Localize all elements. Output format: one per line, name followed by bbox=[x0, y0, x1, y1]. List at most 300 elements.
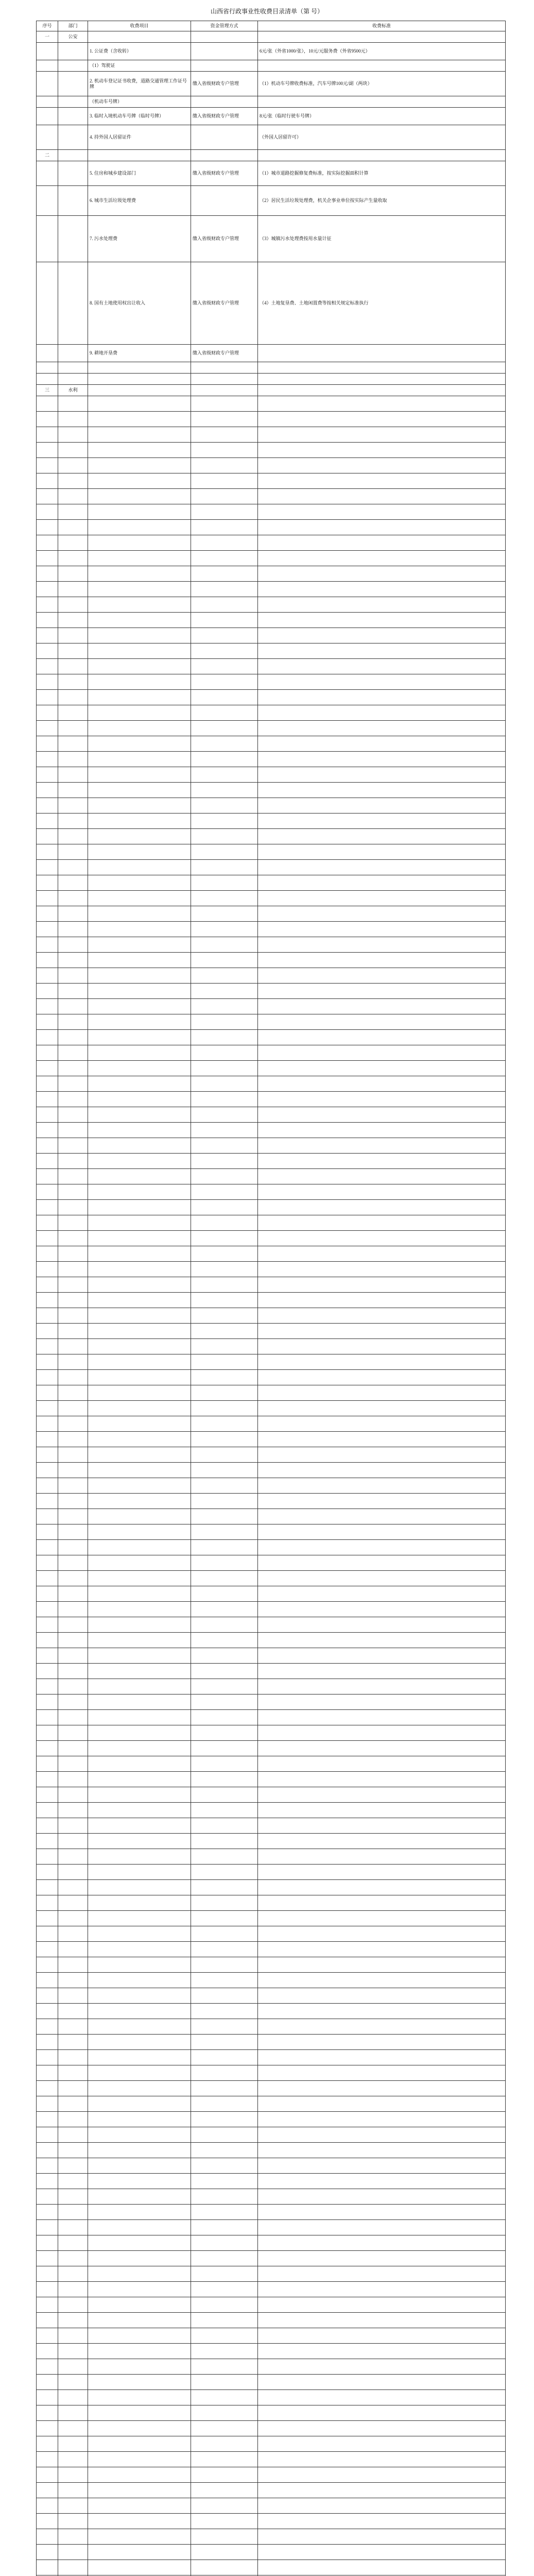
table-cell bbox=[58, 2035, 88, 2050]
table-cell bbox=[191, 721, 258, 736]
table-cell bbox=[258, 2560, 506, 2575]
table-cell bbox=[58, 628, 88, 643]
table-cell bbox=[37, 2560, 58, 2575]
table-cell bbox=[258, 643, 506, 659]
table-row bbox=[37, 2390, 506, 2405]
table-cell bbox=[58, 1710, 88, 1725]
table-cell bbox=[37, 1092, 58, 1107]
table-cell bbox=[37, 125, 58, 150]
table-cell bbox=[191, 2112, 258, 2127]
table-cell bbox=[88, 1045, 191, 1061]
table-cell bbox=[88, 2405, 191, 2421]
table-cell bbox=[88, 1988, 191, 2004]
table-cell bbox=[37, 937, 58, 953]
table-cell bbox=[258, 1076, 506, 1092]
table-cell: 一 bbox=[37, 31, 58, 43]
table-cell bbox=[258, 1911, 506, 1926]
table-cell bbox=[58, 891, 88, 906]
table-cell bbox=[258, 345, 506, 362]
table-cell bbox=[88, 783, 191, 798]
table-cell bbox=[88, 1571, 191, 1586]
table-cell bbox=[191, 2205, 258, 2220]
table-cell bbox=[191, 2251, 258, 2266]
table-cell bbox=[88, 1926, 191, 1942]
table-cell bbox=[58, 150, 88, 161]
table-cell bbox=[58, 736, 88, 752]
table-cell bbox=[191, 1849, 258, 1865]
table-row bbox=[37, 43, 506, 60]
table-cell bbox=[37, 1865, 58, 1880]
table-cell bbox=[258, 736, 506, 752]
table-cell bbox=[191, 752, 258, 767]
table-cell bbox=[88, 1602, 191, 1617]
table-cell bbox=[37, 984, 58, 999]
table-cell bbox=[37, 1942, 58, 1957]
table-cell bbox=[191, 643, 258, 659]
table-row bbox=[37, 2174, 506, 2189]
table-cell bbox=[88, 1710, 191, 1725]
table-cell bbox=[37, 1617, 58, 1633]
table-cell bbox=[88, 1401, 191, 1416]
table-cell bbox=[191, 2359, 258, 2375]
table-cell bbox=[88, 844, 191, 860]
table-cell bbox=[88, 690, 191, 705]
table-cell bbox=[258, 1555, 506, 1571]
table-cell bbox=[88, 922, 191, 937]
table-cell bbox=[37, 2359, 58, 2375]
table-cell bbox=[88, 443, 191, 458]
table-cell bbox=[88, 1076, 191, 1092]
table-cell bbox=[37, 1432, 58, 1447]
table-row bbox=[37, 412, 506, 427]
table-row bbox=[37, 2035, 506, 2050]
table-row bbox=[37, 2266, 506, 2282]
table-row bbox=[37, 674, 506, 690]
table-cell bbox=[58, 2189, 88, 2205]
table-cell bbox=[191, 736, 258, 752]
table-cell bbox=[37, 2189, 58, 2205]
table-cell bbox=[58, 1694, 88, 1710]
table-cell bbox=[258, 1030, 506, 1045]
table-cell bbox=[58, 1123, 88, 1138]
table-cell bbox=[37, 489, 58, 504]
table-cell bbox=[58, 345, 88, 362]
table-cell bbox=[58, 2467, 88, 2483]
table-cell bbox=[191, 150, 258, 161]
table-row bbox=[37, 1509, 506, 1524]
table-cell bbox=[37, 1633, 58, 1648]
table-cell bbox=[58, 2514, 88, 2529]
table-cell bbox=[58, 520, 88, 535]
table-cell bbox=[258, 1447, 506, 1463]
table-cell bbox=[58, 1416, 88, 1432]
table-cell: 二 bbox=[37, 150, 58, 161]
table-cell bbox=[258, 1957, 506, 1973]
table-cell bbox=[258, 1494, 506, 1509]
table-cell bbox=[37, 1215, 58, 1231]
table-cell bbox=[258, 566, 506, 582]
table-cell bbox=[258, 613, 506, 628]
table-cell bbox=[37, 891, 58, 906]
table-row bbox=[37, 690, 506, 705]
table-cell bbox=[191, 2143, 258, 2158]
table-row bbox=[37, 1061, 506, 1076]
table-cell bbox=[37, 705, 58, 721]
table-cell bbox=[191, 43, 258, 60]
table-cell bbox=[88, 2328, 191, 2344]
table-cell bbox=[191, 1710, 258, 1725]
table-cell bbox=[258, 520, 506, 535]
table-cell bbox=[191, 2127, 258, 2143]
table-cell bbox=[37, 1988, 58, 2004]
table-cell bbox=[191, 1664, 258, 1679]
table-cell bbox=[88, 906, 191, 922]
table-cell bbox=[58, 1524, 88, 1540]
table-cell bbox=[58, 412, 88, 427]
table-cell: 公安 bbox=[58, 31, 88, 43]
table-row bbox=[37, 489, 506, 504]
table-cell bbox=[58, 1354, 88, 1370]
table-cell bbox=[37, 1648, 58, 1664]
table-cell bbox=[37, 1756, 58, 1772]
table-cell bbox=[37, 1308, 58, 1324]
table-row bbox=[37, 108, 506, 125]
table-cell bbox=[191, 1633, 258, 1648]
table-cell bbox=[88, 2297, 191, 2313]
table-cell bbox=[58, 767, 88, 783]
table-row bbox=[37, 1401, 506, 1416]
table-cell bbox=[37, 504, 58, 520]
table-cell bbox=[258, 2143, 506, 2158]
table-cell bbox=[88, 1385, 191, 1401]
table-cell bbox=[88, 2235, 191, 2251]
table-cell bbox=[191, 1602, 258, 1617]
table-cell bbox=[258, 690, 506, 705]
table-cell bbox=[88, 582, 191, 597]
table-cell bbox=[58, 489, 88, 504]
table-cell bbox=[258, 1803, 506, 1818]
table-cell bbox=[58, 875, 88, 891]
table-cell bbox=[37, 922, 58, 937]
table-cell bbox=[191, 1385, 258, 1401]
table-cell bbox=[58, 2158, 88, 2174]
table-cell bbox=[37, 2251, 58, 2266]
table-cell bbox=[88, 2127, 191, 2143]
table-cell bbox=[191, 1277, 258, 1293]
table-cell bbox=[37, 1324, 58, 1339]
table-cell bbox=[191, 1354, 258, 1370]
table-cell bbox=[88, 520, 191, 535]
table-cell bbox=[37, 2127, 58, 2143]
table-cell bbox=[258, 2421, 506, 2436]
table-cell bbox=[191, 2220, 258, 2235]
table-cell bbox=[88, 2390, 191, 2405]
table-cell bbox=[88, 1246, 191, 1262]
table-cell bbox=[58, 2251, 88, 2266]
table-row bbox=[37, 1478, 506, 1494]
table-cell bbox=[37, 2174, 58, 2189]
table-cell bbox=[191, 2282, 258, 2297]
table-row bbox=[37, 1957, 506, 1973]
table-row bbox=[37, 875, 506, 891]
table-cell bbox=[37, 1030, 58, 1045]
table-cell bbox=[258, 2174, 506, 2189]
table-cell bbox=[37, 2514, 58, 2529]
table-row bbox=[37, 783, 506, 798]
table-cell bbox=[191, 535, 258, 551]
table-cell bbox=[88, 362, 191, 374]
table-cell bbox=[258, 999, 506, 1014]
table-cell bbox=[191, 551, 258, 566]
table-cell bbox=[191, 1154, 258, 1169]
table-cell bbox=[58, 2050, 88, 2065]
table-cell bbox=[58, 1293, 88, 1308]
table-cell bbox=[191, 2436, 258, 2452]
table-cell bbox=[258, 1262, 506, 1277]
table-cell bbox=[258, 1123, 506, 1138]
table-cell: 6. 城市生活垃圾处理费 bbox=[88, 186, 191, 216]
table-cell bbox=[37, 2405, 58, 2421]
table-cell bbox=[88, 643, 191, 659]
table-cell bbox=[88, 1694, 191, 1710]
table-cell bbox=[37, 520, 58, 535]
table-cell bbox=[37, 1803, 58, 1818]
table-row bbox=[37, 1169, 506, 1184]
table-cell: 2. 机动车登记证书收费，道路交通管理工作证号牌 bbox=[88, 72, 191, 96]
table-row bbox=[37, 1014, 506, 1030]
table-cell bbox=[88, 2081, 191, 2096]
table-cell bbox=[58, 43, 88, 60]
table-cell bbox=[191, 458, 258, 473]
table-cell bbox=[258, 814, 506, 829]
table-cell bbox=[88, 1447, 191, 1463]
table-cell bbox=[258, 767, 506, 783]
table-cell: 4. 持外国人居留证件 bbox=[88, 125, 191, 150]
table-cell: 1. 公证费（含收转） bbox=[88, 43, 191, 60]
table-cell bbox=[58, 1308, 88, 1324]
table-cell bbox=[37, 412, 58, 427]
table-cell bbox=[191, 1957, 258, 1973]
table-cell: （2）居民生活垃圾处理费，机关企事业单位按实际产生量收取 bbox=[258, 186, 506, 216]
table-cell bbox=[191, 2529, 258, 2545]
table-cell bbox=[88, 2483, 191, 2498]
table-cell bbox=[258, 96, 506, 108]
table-cell: 缴入省级财政专户管理 bbox=[191, 262, 258, 345]
table-cell bbox=[37, 1463, 58, 1478]
table-row bbox=[37, 396, 506, 412]
table-cell bbox=[37, 1694, 58, 1710]
table-cell bbox=[88, 2266, 191, 2282]
table-cell bbox=[37, 566, 58, 582]
table-cell bbox=[37, 427, 58, 443]
table-cell bbox=[88, 2004, 191, 2019]
table-cell bbox=[37, 1725, 58, 1741]
table-cell bbox=[88, 1803, 191, 1818]
table-row bbox=[37, 1664, 506, 1679]
table-cell: （4）土地复垦费、土地闲置费等按相关规定标准执行 bbox=[258, 262, 506, 345]
table-cell bbox=[258, 875, 506, 891]
table-cell bbox=[58, 1617, 88, 1633]
table-cell bbox=[58, 1339, 88, 1354]
table-cell bbox=[88, 1942, 191, 1957]
table-cell bbox=[191, 1555, 258, 1571]
table-cell bbox=[37, 60, 58, 72]
table-cell bbox=[37, 1787, 58, 1803]
table-cell bbox=[58, 1973, 88, 1988]
table-row bbox=[37, 582, 506, 597]
table-cell: 8. 国有土地使用权出让收入 bbox=[88, 262, 191, 345]
table-row bbox=[37, 2483, 506, 2498]
table-cell bbox=[258, 1540, 506, 1555]
table-cell bbox=[191, 2467, 258, 2483]
table-cell bbox=[88, 968, 191, 984]
table-cell bbox=[191, 1030, 258, 1045]
table-cell bbox=[88, 374, 191, 385]
table-cell bbox=[37, 2498, 58, 2514]
table-cell bbox=[58, 1494, 88, 1509]
table-cell bbox=[58, 427, 88, 443]
table-row bbox=[37, 161, 506, 186]
table-cell: （3）城镇污水处理费按用水量计征 bbox=[258, 216, 506, 262]
table-cell bbox=[58, 2359, 88, 2375]
table-cell bbox=[191, 2035, 258, 2050]
table-cell bbox=[258, 2251, 506, 2266]
table-cell bbox=[88, 1169, 191, 1184]
table-cell bbox=[37, 659, 58, 674]
table-cell bbox=[88, 2452, 191, 2467]
table-cell bbox=[58, 2405, 88, 2421]
table-row bbox=[37, 1138, 506, 1154]
table-cell bbox=[88, 427, 191, 443]
table-cell bbox=[88, 1586, 191, 1602]
table-cell bbox=[58, 396, 88, 412]
table-cell bbox=[58, 374, 88, 385]
table-cell bbox=[191, 798, 258, 814]
table-cell bbox=[88, 2251, 191, 2266]
table-cell bbox=[258, 1324, 506, 1339]
table-cell bbox=[58, 262, 88, 345]
table-cell bbox=[37, 2112, 58, 2127]
table-cell bbox=[258, 2220, 506, 2235]
table-cell bbox=[191, 2050, 258, 2065]
table-cell bbox=[258, 2189, 506, 2205]
table-row bbox=[37, 1679, 506, 1694]
column-header: 收费项目 bbox=[88, 21, 191, 31]
table-cell bbox=[191, 2560, 258, 2575]
table-cell bbox=[258, 2405, 506, 2421]
table-cell bbox=[58, 2019, 88, 2035]
table-cell bbox=[258, 1895, 506, 1911]
table-row bbox=[37, 1277, 506, 1293]
table-cell bbox=[191, 2328, 258, 2344]
table-cell bbox=[88, 767, 191, 783]
table-cell bbox=[88, 1123, 191, 1138]
table-cell: 5. 住房和城乡建设部门 bbox=[88, 161, 191, 186]
table-cell bbox=[88, 2143, 191, 2158]
table-cell bbox=[37, 96, 58, 108]
table-row bbox=[37, 1416, 506, 1432]
table-row bbox=[37, 2560, 506, 2575]
table-cell bbox=[37, 1123, 58, 1138]
table-row bbox=[37, 984, 506, 999]
table-row bbox=[37, 443, 506, 458]
table-row bbox=[37, 1385, 506, 1401]
table-cell: 缴入省级财政专户管理 bbox=[191, 108, 258, 125]
table-cell bbox=[258, 659, 506, 674]
table-cell bbox=[37, 2004, 58, 2019]
table-cell bbox=[58, 2235, 88, 2251]
table-row bbox=[37, 1988, 506, 2004]
table-cell bbox=[88, 984, 191, 999]
table-row bbox=[37, 2235, 506, 2251]
table-cell bbox=[88, 31, 191, 43]
table-cell bbox=[88, 2436, 191, 2452]
table-row bbox=[37, 2405, 506, 2421]
table-cell bbox=[37, 1834, 58, 1849]
table-cell bbox=[37, 345, 58, 362]
table-cell bbox=[191, 891, 258, 906]
table-cell bbox=[191, 2498, 258, 2514]
table-cell bbox=[191, 1324, 258, 1339]
table-cell bbox=[191, 2390, 258, 2405]
table-cell bbox=[258, 906, 506, 922]
table-cell bbox=[191, 1416, 258, 1432]
table-cell bbox=[258, 2498, 506, 2514]
table-cell bbox=[58, 1014, 88, 1030]
table-cell bbox=[88, 674, 191, 690]
table-row bbox=[37, 1339, 506, 1354]
table-cell bbox=[191, 2266, 258, 2282]
table-cell bbox=[191, 953, 258, 968]
table-row bbox=[37, 999, 506, 1014]
table-cell bbox=[191, 2344, 258, 2359]
table-cell bbox=[37, 72, 58, 96]
table-cell bbox=[58, 2297, 88, 2313]
table-cell bbox=[37, 2483, 58, 2498]
table-cell: （1）机动车号牌收费标准，汽车号牌100元/副（两块） bbox=[258, 72, 506, 96]
table-row bbox=[37, 597, 506, 613]
table-cell bbox=[258, 953, 506, 968]
table-cell bbox=[58, 216, 88, 262]
table-cell bbox=[58, 597, 88, 613]
table-cell: 6元/张（外省1000/张），10元/元服务费（外省9500元） bbox=[258, 43, 506, 60]
table-cell bbox=[37, 43, 58, 60]
table-cell bbox=[37, 216, 58, 262]
table-cell bbox=[258, 1308, 506, 1324]
table-row bbox=[37, 1849, 506, 1865]
table-cell bbox=[88, 2344, 191, 2359]
table-cell bbox=[58, 1401, 88, 1416]
table1-title: 山西省行政事业性收费目录清单（第 号） bbox=[210, 8, 323, 15]
table-row bbox=[37, 968, 506, 984]
table-cell bbox=[37, 1416, 58, 1432]
table-cell bbox=[37, 752, 58, 767]
table-cell bbox=[58, 1277, 88, 1293]
table-cell bbox=[191, 1200, 258, 1215]
table-row bbox=[37, 953, 506, 968]
table-cell bbox=[191, 1246, 258, 1262]
table-cell bbox=[37, 1679, 58, 1694]
table-cell bbox=[191, 659, 258, 674]
table-cell bbox=[37, 690, 58, 705]
table-cell bbox=[58, 937, 88, 953]
table-cell: 三 bbox=[37, 385, 58, 396]
table-cell bbox=[88, 613, 191, 628]
table-cell bbox=[37, 262, 58, 345]
table-cell bbox=[37, 613, 58, 628]
table-row bbox=[37, 374, 506, 385]
table-cell bbox=[191, 1911, 258, 1926]
